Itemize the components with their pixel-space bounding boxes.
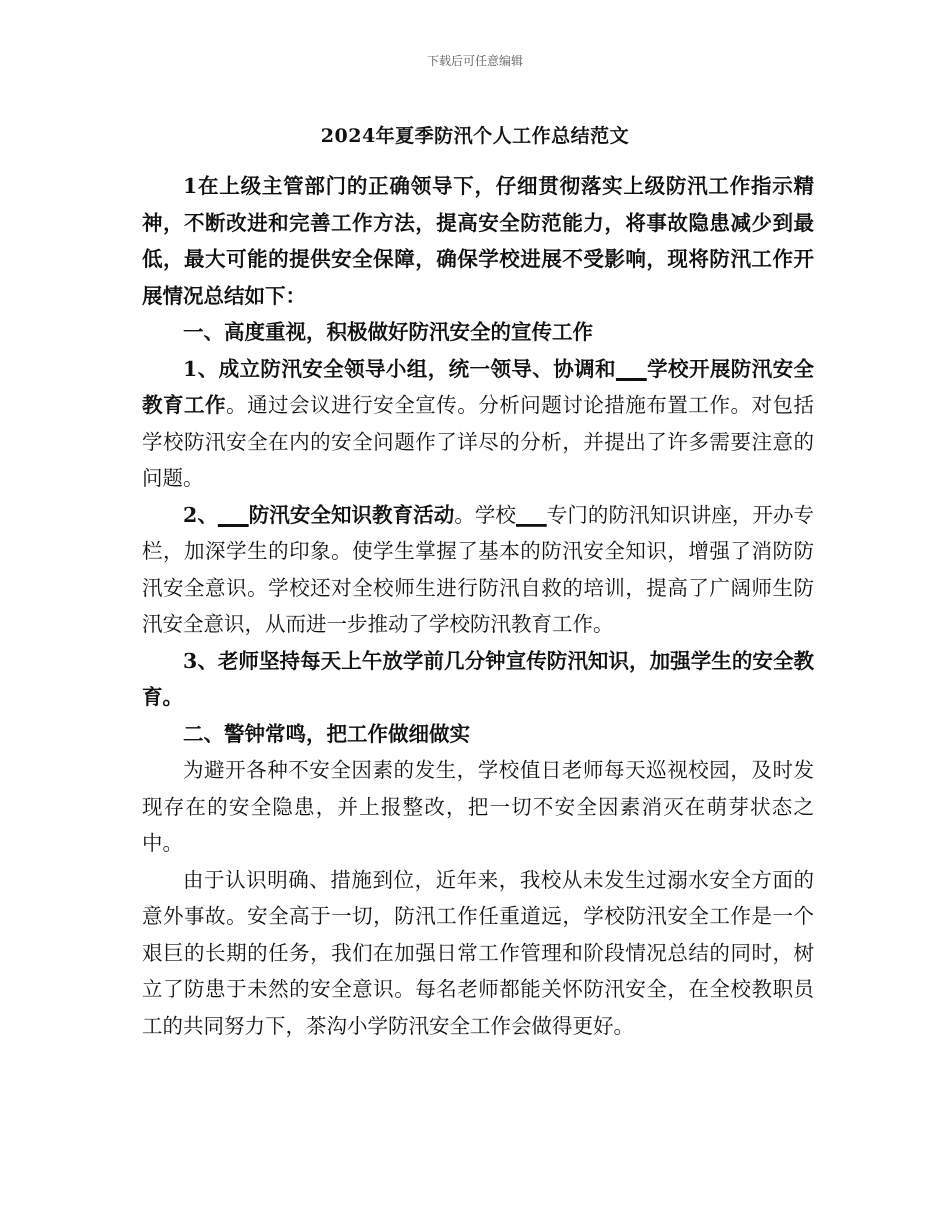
- section-1-heading: 一、高度重视，积极做好防汛安全的宣传工作: [183, 320, 593, 344]
- item-2-blank: ___: [217, 502, 249, 527]
- document-body: [142, 168, 814, 1044]
- item-2-blank-2: ___: [516, 502, 547, 527]
- conclusion-paragraph: 由于认识明确、措施到位，近年来，我校从未发生过溺水安全方面的意外事故。安全高于一切，防汛工作任重道远，学校防汛安全工作是一个艰巨的长期的任务，我们在加强日常工作管理和阶段情况总结的同时，树立了防患于未然的安全意识。每名老师都能关怀防汛安全，在全校教职员工的共同努力下，茶沟小学防汛安全工作会做得更好。: [142, 867, 814, 1038]
- item-1-bold-a: 1、成立防汛安全领导小组，统一领导、协调和: [183, 356, 616, 381]
- item-2-paragraph: [142, 497, 814, 643]
- item-3-paragraph: 3、老师坚持每天上午放学前几分钟宣传防汛知识，加强学生的安全教育。: [142, 648, 814, 709]
- page-header-note: 下载后可任意编辑: [426, 54, 523, 68]
- item-1-paragraph: [142, 351, 814, 497]
- item-2-bold-b: 防汛安全知识教育活动: [248, 502, 455, 527]
- patrol-paragraph: 为避开各种不安全因素的发生，学校值日老师每天巡视校园，及时发现存在的安全隐患，并上报整改，把一切不安全因素消灭在萌芽状态之中。: [142, 758, 814, 855]
- item-1-blank: ___: [615, 356, 647, 381]
- item-2-bold-a: 2、: [183, 502, 218, 527]
- item-1-bold-b: 学校开展防汛安全教育工作: [142, 356, 815, 417]
- section-2-heading: 二、警钟常鸣，把工作做细做实: [183, 721, 470, 746]
- item-2-text-b: 专门的防汛知识讲座，开办专栏，加深学生的印象。使学生掌握了基本的防汛安全知识，增强了消防防汛安全意识。学校还对全校师生进行防汛自救的培训，提高了广阔师生防汛安全意识，从而进一步推动了学校防汛教育工作。: [142, 502, 815, 636]
- item-2-text-a: 。学校: [454, 502, 516, 527]
- document-title: 2024年夏季防汛个人工作总结范文: [320, 125, 630, 147]
- intro-paragraph: 1在上级主管部门的正确领导下，仔细贯彻落实上级防汛工作指示精神，不断改进和完善工作方法，提高安全防范能力，将事故隐患减少到最低，最大可能的提供安全保障，确保学校进展不受影响，现将防汛工作开展情况总结如下：: [142, 174, 814, 308]
- item-1-text: 。通过会议进行安全宣传。分析问题讨论措施布置工作。对包括学校防汛安全在内的安全问题作了详尽的分析，并提出了许多需要注意的问题。: [142, 393, 815, 490]
